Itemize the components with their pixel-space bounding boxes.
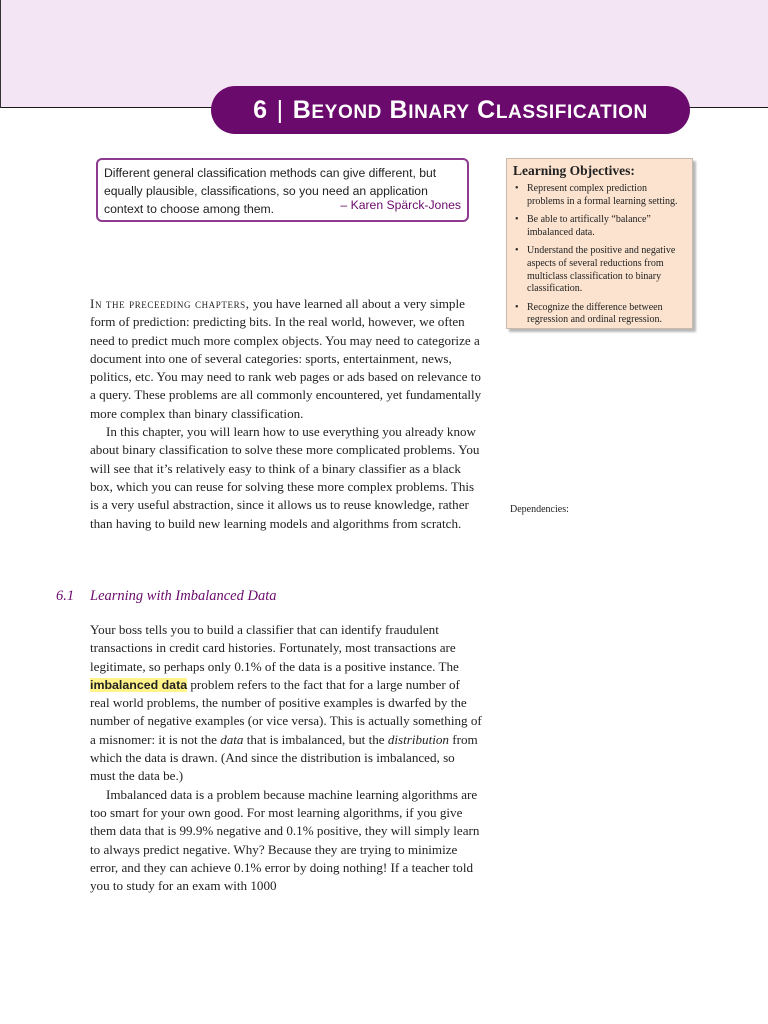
bullet-icon: •: [515, 214, 519, 226]
learning-objectives-box: [506, 158, 693, 329]
intro-paragraph-2: In this chapter, you will learn how to use everything you already know about binary classification to solve these more complicated problems. You will see that it’s relatively easy to think of a binary classifier as a black box, which you can reuse for solving these more complex problems. This is a very useful abstraction, since it allows us to reuse knowledge, rather than having to build new learning models and algorithms from scratch.: [90, 424, 480, 531]
epigraph-author: – Karen Spärck-Jones: [340, 198, 461, 212]
epigraph-text: Different general classification methods can give different, but equally plausible, classifications, so you need an application context to choose among them.: [104, 166, 437, 216]
header-left-rule: [0, 0, 1, 108]
chapter-title-word-2: BINARY: [389, 95, 470, 124]
intro-text: [90, 295, 482, 533]
objective-item: • Represent complex prediction problems in a formal learning setting.: [515, 183, 678, 207]
chapter-title: [211, 86, 690, 134]
bullet-icon: •: [515, 245, 519, 257]
bullet-icon: •: [515, 183, 519, 194]
objective-item: • Be able to artifically “balance” imbalanced data.: [515, 214, 651, 238]
epigraph-box: [96, 158, 469, 222]
chapter-title-word-3: CLASSIFICATION: [477, 95, 648, 124]
objective-item: • Understand the positive and negative aspects of several reductions from multiclass classification to binary classification.: [515, 245, 676, 295]
objective-item: • Recognize the difference between regression and ordinal regression.: [515, 301, 663, 326]
chapter-separator: |: [276, 95, 284, 124]
chapter-title-word-1: BEYOND: [292, 95, 382, 124]
section-text: [90, 621, 482, 895]
section-paragraph-1: Your boss tells you to build a classifier that can identify fraudulent transactions in credit card histories. Fortunately, most transactions are legitimate, so perhaps only 0.1% of the data is a positive instance. The imbalanced data problem refers to the fact that for a large number of real world problems, the number of positive examples is dwarfed by the number of negative examples (or vice versa). This is actually something of a misnomer: it is not the data that is imbalanced, but the distribution from which the data is drawn. (And since the distribution is imbalanced, so must the data be.): [90, 622, 482, 784]
section-number: 6.1: [56, 588, 75, 604]
section-heading: [56, 588, 276, 605]
bullet-icon: •: [515, 301, 519, 313]
intro-paragraph-1: In the preceeding chapters, you have learned all about a very simple form of prediction: predicting bits. In the real world, however, we often need to predict much more complex objects. You may need to categorize a document into one of several categories: sports, entertainment, news, politics, etc. You may need to rank web pages or ads based on relevance to a query. These problems are all commonly encountered, yet fundamentally more complex than binary classification.: [90, 296, 482, 421]
dependencies-note: Dependencies:: [510, 504, 569, 515]
intro-lead: In the preceeding chapters,: [90, 296, 250, 311]
chapter-number: 6: [253, 95, 268, 124]
learning-objectives-list: [513, 183, 686, 327]
highlighted-term: imbalanced data: [90, 677, 188, 692]
section-paragraph-2: Imbalanced data is a problem because machine learning algorithms are too smart for your own good. For most learning algorithms, if you give them data that is 99.9% negative and 0.1% positive, they will simply learn to always predict negative. Why? Because they are trying to minimize error, and they can achieve 0.1% error by doing nothing! If a teacher told you to study for an exam with 1000: [90, 786, 480, 894]
section-title: Learning with Imbalanced Data: [90, 588, 277, 604]
learning-objectives-title: Learning Objectives:: [513, 163, 635, 178]
